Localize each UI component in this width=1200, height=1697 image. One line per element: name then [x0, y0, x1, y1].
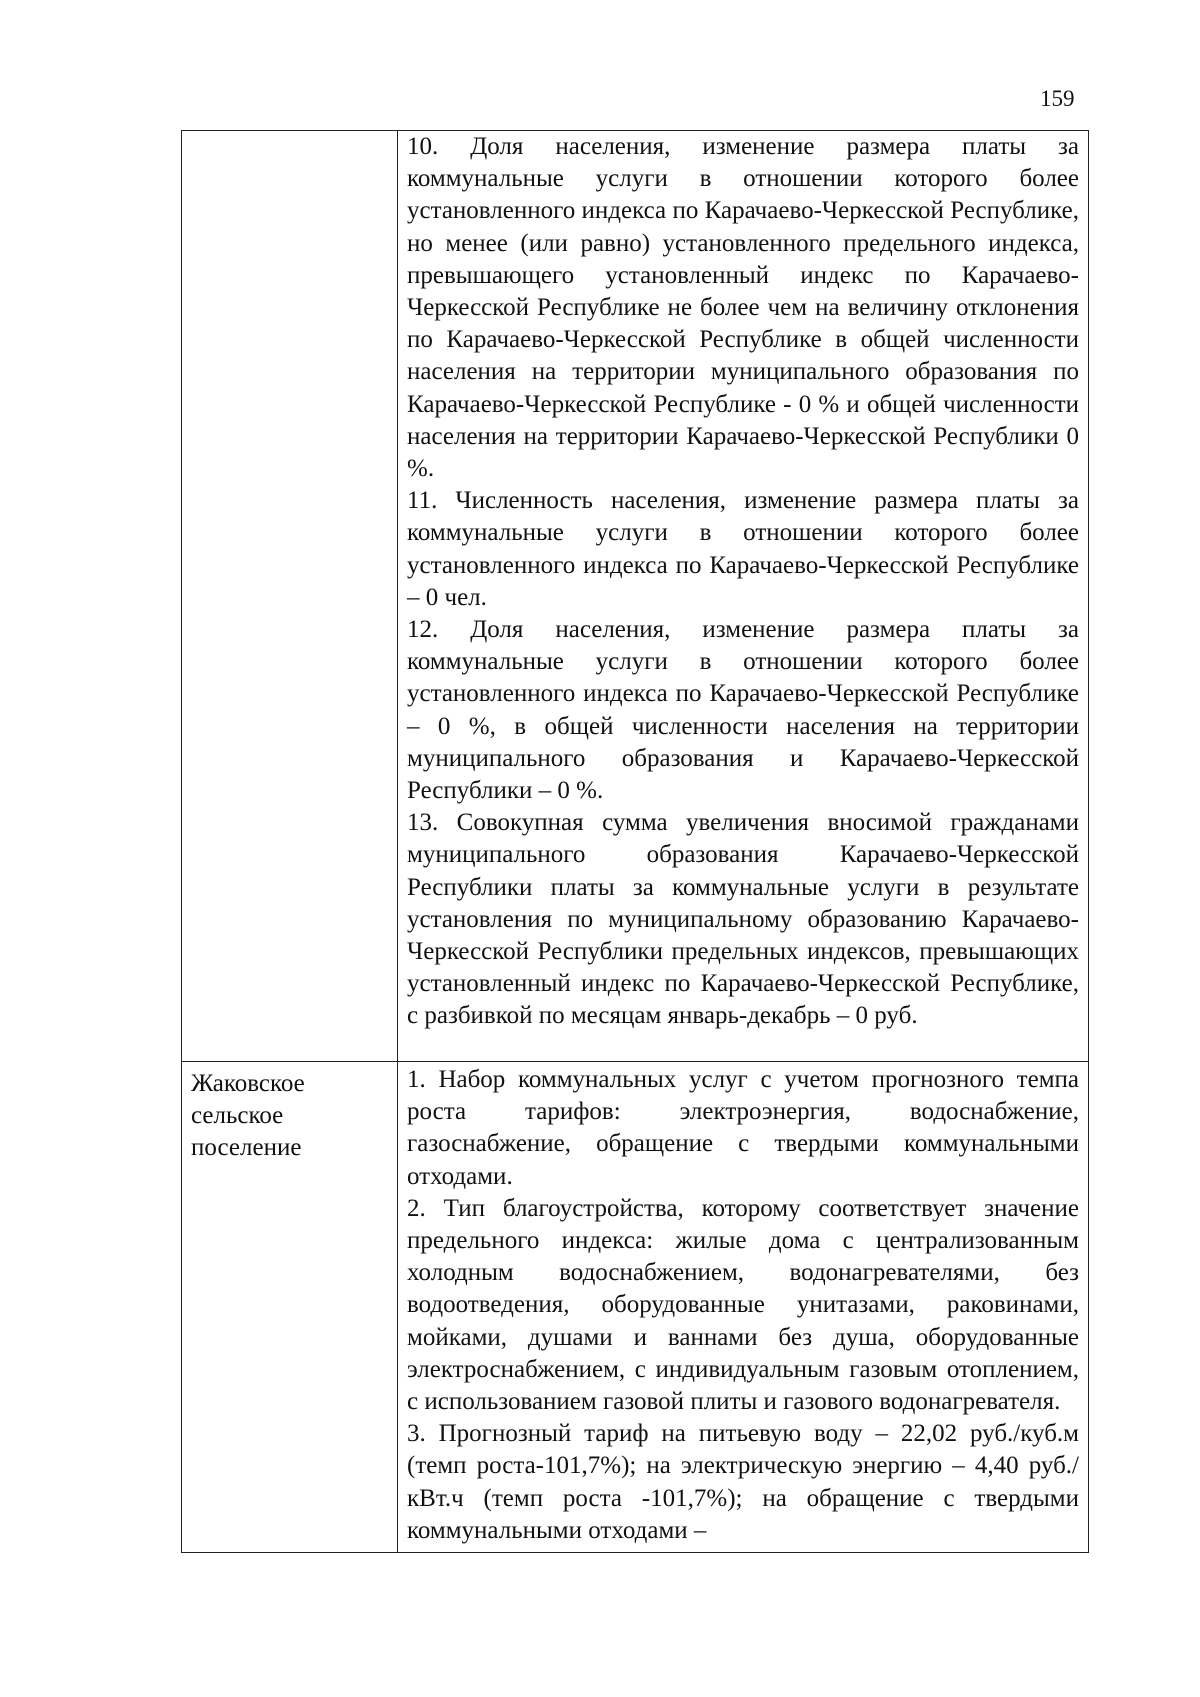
- description-cell: [398, 1062, 1089, 1553]
- table-row: [182, 1062, 1089, 1553]
- list-item: 1. Набор коммунальных услуг с учетом прогнозного темпа роста тарифов: электроэнергия, водоснабжение, газоснабжение, обращение с твердыми коммунальными отходами.: [407, 1066, 1079, 1190]
- municipality-name: [182, 131, 397, 137]
- municipality-name: Жаковское сельское поселение: [191, 1070, 305, 1161]
- description-cell: [398, 131, 1089, 1062]
- page-number: 159: [1040, 86, 1075, 111]
- description-list: [398, 131, 1088, 1033]
- list-item: 2. Тип благоустройства, которому соответствует значение предельного индекса: жилые дома с централизованным холодным водоснабжением, водонагревателями, без водоотведения, оборудованные унитазами, раковинами, мойками, душами и ваннами без душа, оборудованные электроснабжением, с индивидуальным газовым отоплением, с использованием газовой плиты и газового водонагревателя.: [407, 1194, 1079, 1416]
- list-item: 12. Доля населения, изменение размера платы за коммунальные услуги в отношении которого более установленного индекса по Карачаево-Черкесской Республике – 0 %, в общей численности населения на территории муниципального образования и Карачаево-Черкесской Республики – 0 %.: [407, 616, 1079, 805]
- description-list: [398, 1062, 1088, 1547]
- list-item: 11. Численность населения, изменение размера платы за коммунальные услуги в отношении которого более установленного индекса по Карачаево-Черкесской Республике – 0 чел.: [407, 487, 1079, 611]
- table-row: [182, 131, 1089, 1062]
- list-item: 13. Совокупная сумма увеличения вносимой гражданами муниципального образования Карачаево-Черкесской Республики платы за коммунальные услуги в результате установления по муниципальному образованию Карачаево-Черкесской Республики предельных индексов, превышающих установленный индекс по Карачаево-Черкесской Республике, с разбивкой по месяцам январь-декабрь – 0 руб.: [407, 809, 1079, 1030]
- list-item: 3. Прогнозный тариф на питьевую воду – 22,02 руб./куб.м (темп роста-101,7%); на электрическую энергию – 4,40 руб./кВт.ч (темп роста -101,7%); на обращение с твердыми коммунальными отходами –: [407, 1420, 1079, 1544]
- municipality-cell: [182, 1062, 398, 1553]
- municipality-cell: [182, 131, 398, 1062]
- list-item: 10. Доля населения, изменение размера платы за коммунальные услуги в отношении которого более установленного индекса по Карачаево-Черкесской Республике, но менее (или равно) установленного предельного индекса, превышающего установленный индекс по Карачаево-Черкесской Республике не более чем на величину отклонения по Карачаево-Черкесской Республике в общей численности населения на территории муниципального образования по Карачаево-Черкесской Республике - 0 % и общей численности населения на территории Карачаево-Черкесской Республики 0 %.: [407, 133, 1079, 483]
- data-table: [181, 130, 1089, 1553]
